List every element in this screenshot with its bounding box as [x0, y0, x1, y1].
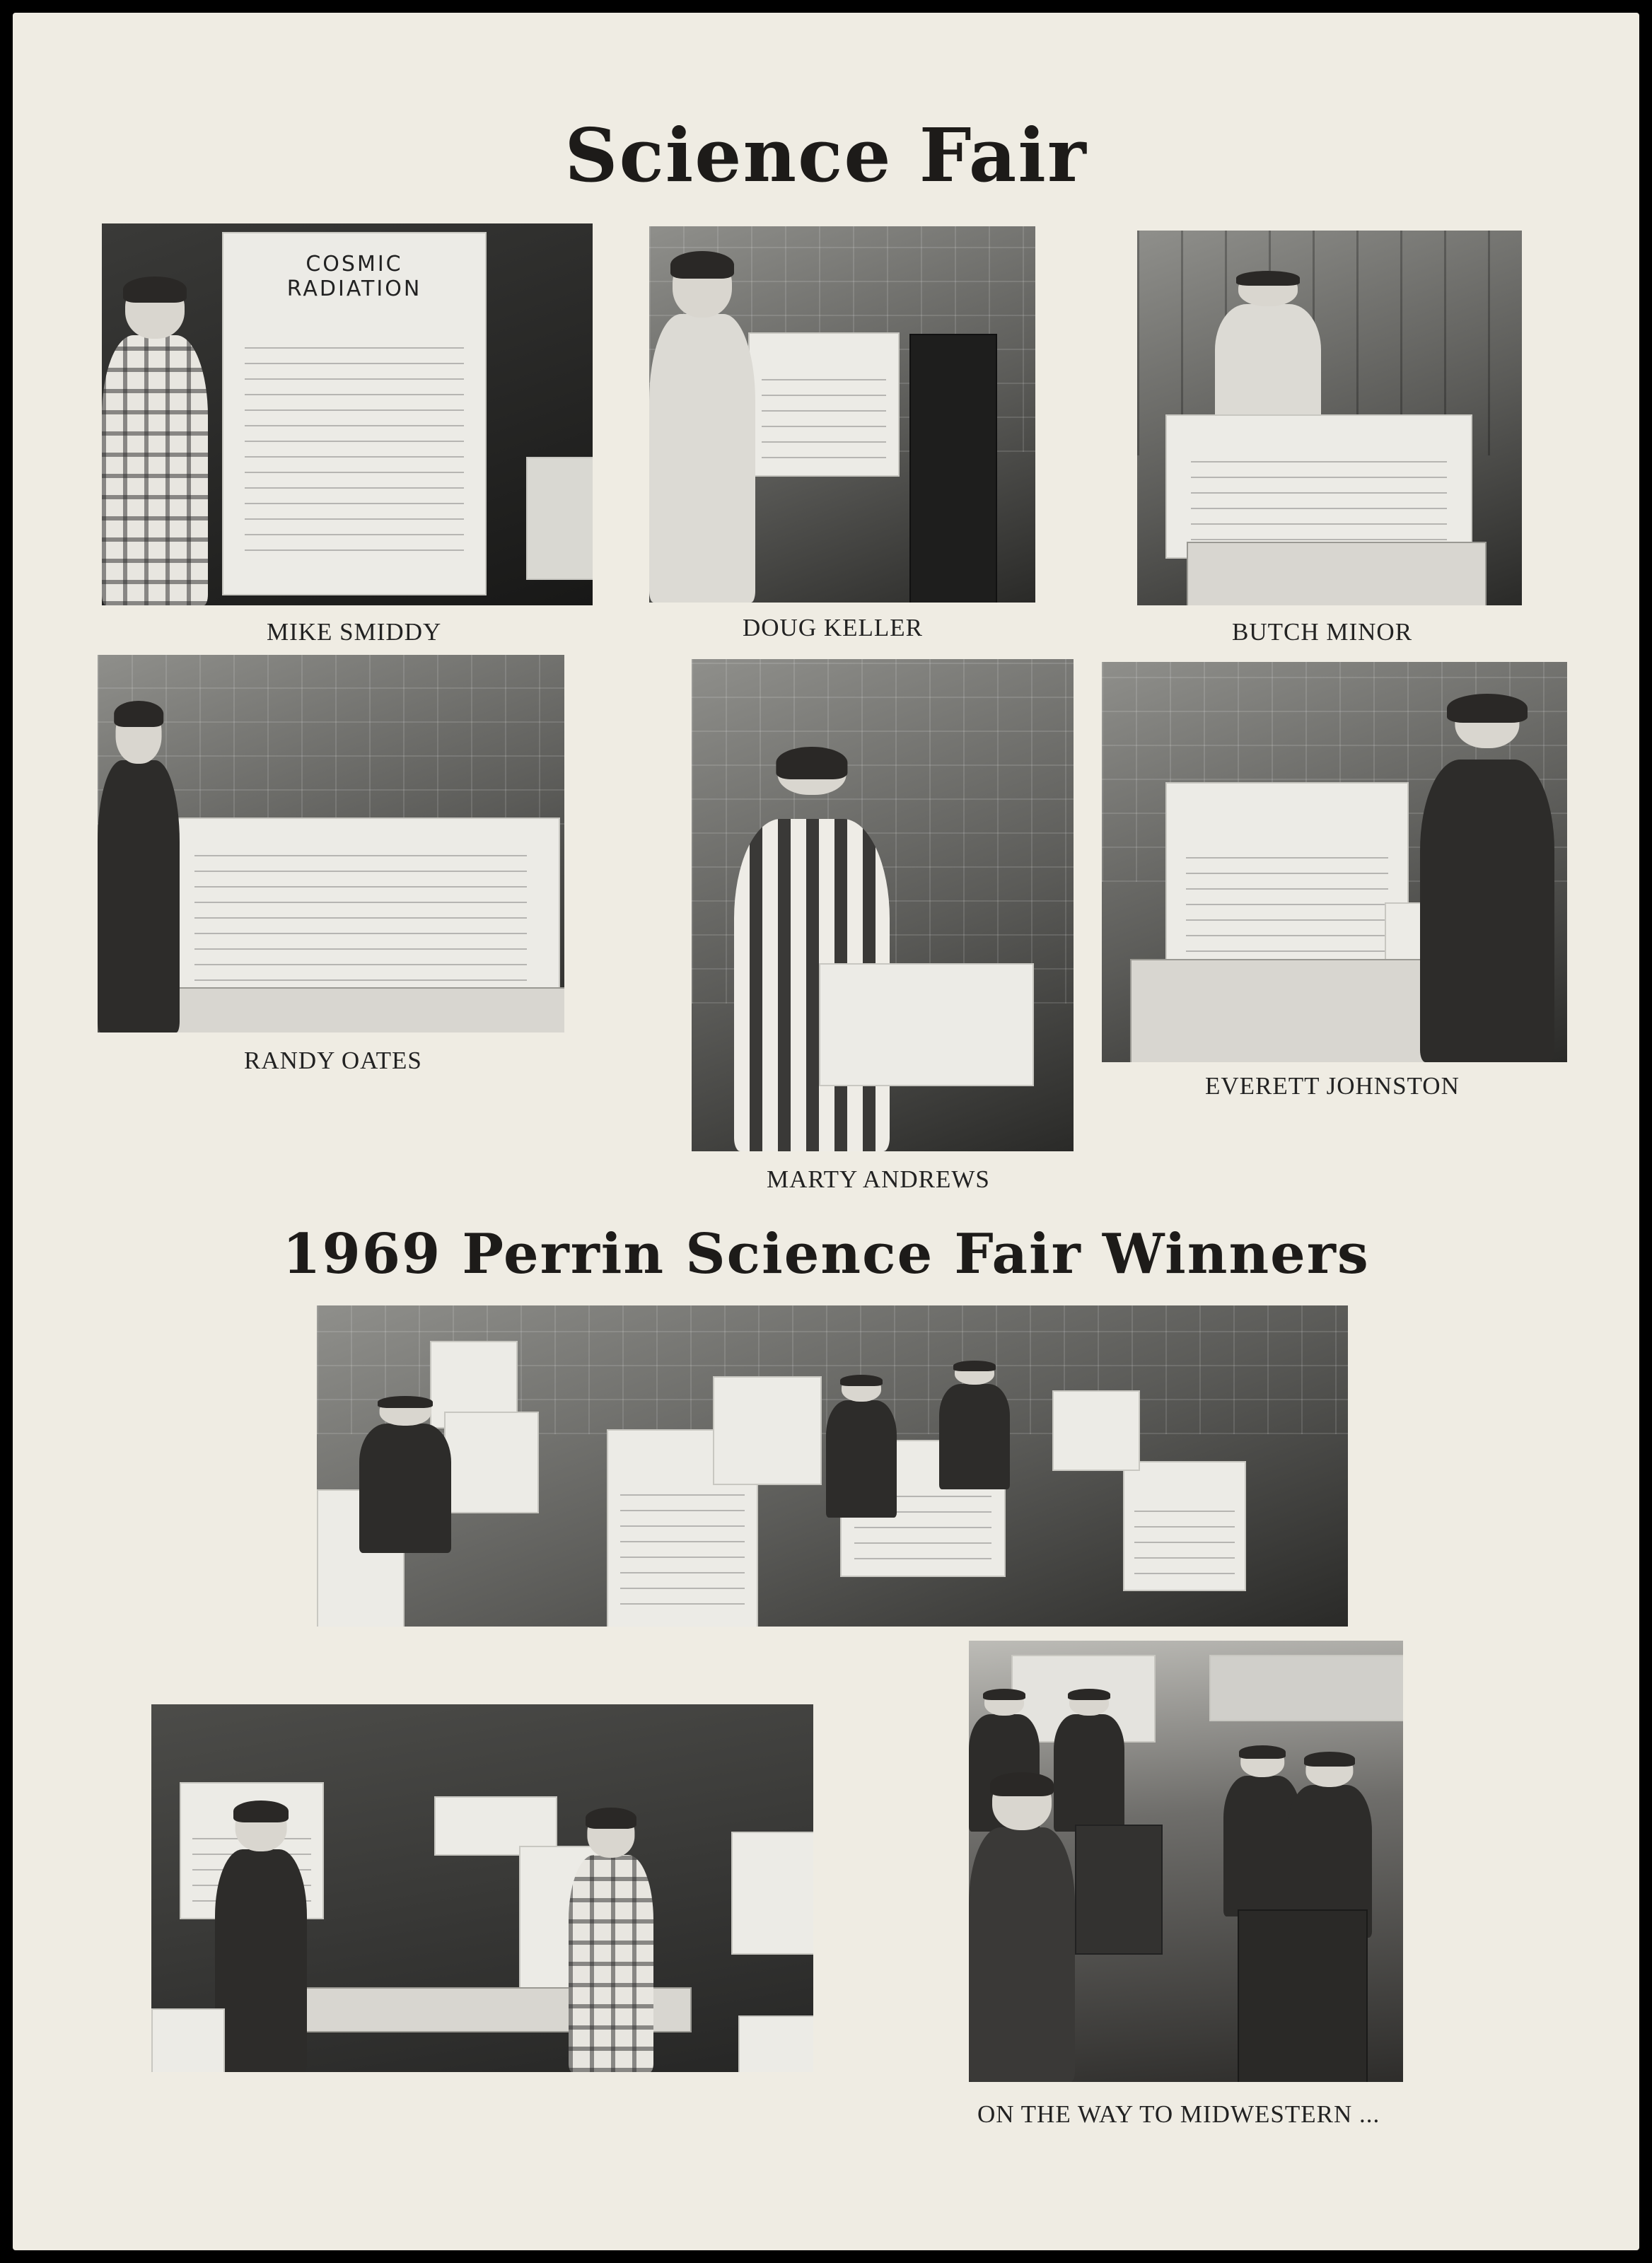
project-board	[161, 818, 560, 1004]
photo-doug-keller	[649, 226, 1035, 603]
photo-caption: DOUG KELLER	[743, 614, 923, 641]
student-figure	[649, 255, 755, 603]
student-figure	[939, 1362, 1010, 1489]
board-label: COSMIC RADIATION	[286, 251, 422, 301]
bus-seat	[1075, 1825, 1163, 1955]
photo-caption: RANDY OATES	[244, 1047, 422, 1074]
student-figure	[215, 1803, 307, 2072]
photo-caption: ON THE WAY TO MIDWESTERN ...	[977, 2100, 1380, 2128]
photo-two-students	[151, 1704, 813, 2072]
photo-caption: MIKE SMIDDY	[267, 618, 442, 646]
photo-caption: BUTCH MINOR	[1232, 618, 1413, 646]
page-title: Science Fair	[564, 112, 1088, 199]
photo-everett-johnston	[1102, 662, 1567, 1062]
bus-seat	[1238, 1909, 1368, 2082]
project-board	[1123, 1461, 1246, 1591]
student-figure	[734, 751, 890, 1151]
yearbook-page	[13, 13, 1639, 2250]
photo-randy-oates	[98, 655, 564, 1032]
photo-marty-andrews	[692, 659, 1074, 1151]
section-title: 1969 Perrin Science Fair Winners	[282, 1222, 1370, 1286]
student-figure	[98, 704, 180, 1032]
photo-caption: MARTY ANDREWS	[767, 1165, 990, 1193]
passenger-figure	[969, 1775, 1075, 2082]
photo-caption: EVERETT JOHNSTON	[1205, 1072, 1460, 1100]
project-board	[819, 963, 1034, 1086]
photo-butch-minor	[1137, 231, 1522, 605]
project-board	[748, 332, 900, 477]
student-figure	[826, 1376, 897, 1518]
student-figure	[569, 1810, 653, 2072]
photo-mike-smiddy	[102, 223, 593, 605]
student-figure	[1420, 697, 1554, 1062]
student-figure	[359, 1397, 451, 1553]
project-board	[222, 232, 487, 595]
photo-fair-hall	[317, 1305, 1348, 1627]
student-figure	[102, 280, 208, 605]
photo-bus-trip	[969, 1641, 1403, 2082]
project-board	[1165, 414, 1472, 559]
